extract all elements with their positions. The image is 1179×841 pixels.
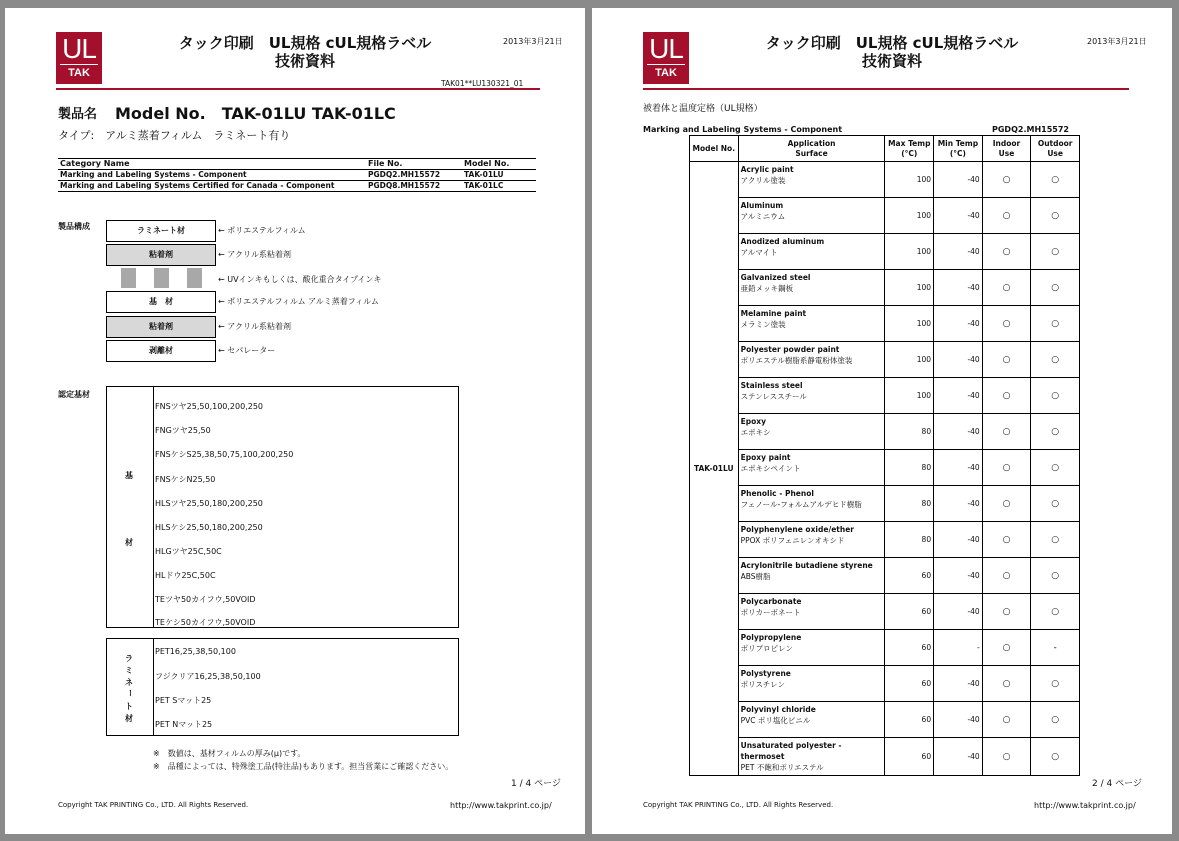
application-surface-cell xyxy=(738,630,885,666)
surface-japanese: アクリル塗装 xyxy=(740,176,786,185)
model-no-cell: TAK-01LU xyxy=(690,162,739,776)
surface-japanese: フェノール-フォルムアルデヒド樹脂 xyxy=(740,500,862,509)
laminate-material-label xyxy=(107,639,154,735)
min-temp-cell: - xyxy=(934,630,983,666)
indoor-use-cell: ○ xyxy=(982,306,1031,342)
application-surface-cell xyxy=(738,450,885,486)
list-item: HLGツヤ25C,50C xyxy=(155,547,222,556)
page-title: タック印刷 UL規格 cUL規格ラベル xyxy=(178,34,432,52)
max-temp-cell: 80 xyxy=(885,414,934,450)
outdoor-use-cell: ○ xyxy=(1031,702,1080,738)
max-temp-cell: 80 xyxy=(885,450,934,486)
header-indoor-line2: Use xyxy=(998,148,1015,158)
surface-english: Aluminum xyxy=(740,201,784,210)
list-item: TEケシ50カイフウ,50VOID xyxy=(155,618,256,627)
min-temp-cell: -40 xyxy=(934,594,983,630)
table-row xyxy=(690,594,1080,630)
document-page-1 xyxy=(5,8,585,834)
structure-title: 製品構成 xyxy=(58,222,90,231)
outdoor-use-cell: ○ xyxy=(1031,414,1080,450)
max-temp-cell: 100 xyxy=(885,378,934,414)
surface-english: Melamine paint xyxy=(740,309,807,318)
min-temp-cell: -40 xyxy=(934,342,983,378)
min-temp-cell: -40 xyxy=(934,522,983,558)
indoor-use-cell: ○ xyxy=(982,522,1031,558)
outdoor-use-cell: ○ xyxy=(1031,666,1080,702)
surface-english: Polystyrene xyxy=(740,669,791,678)
indoor-use-cell: ○ xyxy=(982,342,1031,378)
application-surface-cell xyxy=(738,198,885,234)
surface-english: Galvanized steel xyxy=(740,273,811,282)
layer-adhesive-top-desc: ← アクリル系粘着剤 xyxy=(218,250,292,259)
surface-japanese: PET 不飽和ポリエステル xyxy=(740,763,824,772)
ul-tak-logo xyxy=(643,32,689,84)
logo-ul-text: UL xyxy=(60,32,98,65)
min-temp-cell: -40 xyxy=(934,378,983,414)
table-row xyxy=(690,702,1080,738)
outdoor-use-cell: ○ xyxy=(1031,450,1080,486)
min-temp-cell: -40 xyxy=(934,450,983,486)
surface-japanese: PPOX ポリフェニレンオキシド xyxy=(740,536,845,545)
file-no-cell: PGDQ8.MH15572 xyxy=(366,181,462,192)
layer-adhesive-top: 粘着剤 xyxy=(106,244,216,266)
laminate-material-box xyxy=(106,638,459,736)
layer-laminate: ラミネート材 xyxy=(106,220,216,242)
table-row xyxy=(690,306,1080,342)
product-model: Model No. TAK-01LU TAK-01LC xyxy=(115,104,396,123)
table-row xyxy=(690,162,1080,198)
outdoor-use-cell: ○ xyxy=(1031,522,1080,558)
list-item: PET16,25,38,50,100 xyxy=(155,647,236,656)
category-name-cell: Marking and Labeling Systems - Component xyxy=(58,170,366,181)
list-item: TEツヤ50カイフウ,50VOID xyxy=(155,595,256,604)
table-row xyxy=(690,630,1080,666)
product-type: タイプ: アルミ蒸着フィルム ラミネート有り xyxy=(58,129,291,142)
surface-english: Polyphenylene oxide/ether xyxy=(740,525,854,534)
max-temp-cell: 60 xyxy=(885,558,934,594)
max-temp-cell: 100 xyxy=(885,198,934,234)
surface-japanese: エポキシペイント xyxy=(740,464,801,473)
max-temp-cell: 60 xyxy=(885,702,934,738)
min-temp-cell: -40 xyxy=(934,306,983,342)
base-material-box xyxy=(106,386,459,628)
header-min-line1: Min Temp xyxy=(937,138,979,148)
surface-japanese: エポキシ xyxy=(740,428,771,437)
layer-release-desc: ← セパレーター xyxy=(218,346,276,355)
table-row xyxy=(690,234,1080,270)
header-min-temp xyxy=(934,136,983,162)
outdoor-use-cell: ○ xyxy=(1031,342,1080,378)
laminate-label-char: ー xyxy=(126,689,135,697)
table-header-row xyxy=(690,136,1080,162)
ink-block xyxy=(121,268,136,288)
indoor-use-cell: ○ xyxy=(982,198,1031,234)
surface-japanese: PVC ポリ塩化ビニル xyxy=(740,716,811,725)
outdoor-use-cell: ○ xyxy=(1031,270,1080,306)
max-temp-cell: 60 xyxy=(885,738,934,776)
header-app-line1: Application xyxy=(787,138,836,148)
application-surface-cell xyxy=(738,342,885,378)
header-indoor-line1: Indoor xyxy=(992,138,1021,148)
min-temp-cell: -40 xyxy=(934,558,983,594)
surface-japanese: ABS樹脂 xyxy=(740,572,771,581)
header-divider xyxy=(56,88,540,90)
max-temp-cell: 80 xyxy=(885,486,934,522)
surface-english: Stainless steel xyxy=(740,381,803,390)
layer-base-desc: ← ポリエステルフィルム アルミ蒸着フィルム xyxy=(218,297,379,306)
surface-temperature-table xyxy=(689,135,1080,776)
table-row xyxy=(690,666,1080,702)
base-label-2: 材 xyxy=(125,538,133,547)
ink-block xyxy=(187,268,202,288)
laminate-label-char: ラ xyxy=(125,654,133,663)
document-date: 2013年3月21日 xyxy=(503,37,563,46)
indoor-use-cell: ○ xyxy=(982,270,1031,306)
indoor-use-cell: ○ xyxy=(982,594,1031,630)
list-item: FNSツヤ25,50,100,200,250 xyxy=(155,402,264,411)
file-number: PGDQ2.MH15572 xyxy=(992,125,1069,134)
page-number: 2 / 4 ページ xyxy=(1092,779,1142,789)
document-date: 2013年3月21日 xyxy=(1087,37,1147,46)
ink-layer-desc: ← UVインキもしくは、酸化重合タイプインキ xyxy=(218,275,382,284)
surface-japanese: ポリスチレン xyxy=(740,680,785,689)
table-body xyxy=(690,162,1080,776)
application-surface-cell xyxy=(738,486,885,522)
indoor-use-cell: ○ xyxy=(982,450,1031,486)
header-model-no: Model No. xyxy=(462,159,536,170)
header-outdoor-line2: Use xyxy=(1047,148,1063,158)
max-temp-cell: 100 xyxy=(885,270,934,306)
list-item: PET Sマット25 xyxy=(155,696,212,705)
surface-english: Anodized aluminum xyxy=(740,237,825,246)
application-surface-cell xyxy=(738,414,885,450)
header-divider xyxy=(643,88,1129,90)
header-outdoor-line1: Outdoor xyxy=(1037,138,1073,148)
ul-tak-logo xyxy=(56,32,102,84)
max-temp-cell: 80 xyxy=(885,522,934,558)
max-temp-cell: 100 xyxy=(885,162,934,198)
indoor-use-cell: ○ xyxy=(982,162,1031,198)
surface-japanese: アルミニウム xyxy=(740,212,786,221)
list-item: FNGツヤ25,50 xyxy=(155,426,211,435)
table-row xyxy=(690,522,1080,558)
min-temp-cell: -40 xyxy=(934,702,983,738)
certified-title: 認定基材 xyxy=(58,390,90,399)
max-temp-cell: 100 xyxy=(885,306,934,342)
outdoor-use-cell: - xyxy=(1031,630,1080,666)
table-row xyxy=(690,450,1080,486)
application-surface-cell xyxy=(738,666,885,702)
header-max-temp xyxy=(885,136,934,162)
model-no-cell: TAK-01LU xyxy=(462,170,536,181)
surface-english: Acrylonitrile butadiene styrene xyxy=(740,561,873,570)
surface-english: Polyester powder paint xyxy=(740,345,840,354)
outdoor-use-cell: ○ xyxy=(1031,162,1080,198)
outdoor-use-cell: ○ xyxy=(1031,738,1080,776)
category-table-header xyxy=(58,159,536,170)
category-name: Marking and Labeling Systems - Component xyxy=(643,125,843,134)
base-label-1: 基 xyxy=(125,471,133,480)
page-number: 1 / 4 ページ xyxy=(511,779,561,789)
min-temp-cell: -40 xyxy=(934,270,983,306)
category-name-cell: Marking and Labeling Systems Certified for Canada - Component xyxy=(58,181,366,192)
list-item: FNSケシS25,38,50,75,100,200,250 xyxy=(155,450,294,459)
note-thickness: ※ 数値は、基材フィルムの厚み(μ)です。 xyxy=(153,749,306,758)
indoor-use-cell: ○ xyxy=(982,558,1031,594)
list-item: HLSツヤ25,50,180,200,250 xyxy=(155,499,263,508)
min-temp-cell: -40 xyxy=(934,486,983,522)
application-surface-cell xyxy=(738,234,885,270)
indoor-use-cell: ○ xyxy=(982,414,1031,450)
application-surface-cell xyxy=(738,162,885,198)
header-model-text: Model No. xyxy=(692,143,736,153)
surface-japanese: アルマイト xyxy=(740,248,778,257)
min-temp-cell: -40 xyxy=(934,162,983,198)
indoor-use-cell: ○ xyxy=(982,486,1031,522)
indoor-use-cell: ○ xyxy=(982,630,1031,666)
header-model-no xyxy=(690,136,739,162)
copyright: Copyright TAK PRINTING Co., LTD. All Rights Reserved. xyxy=(58,801,249,809)
layer-release: 剥離材 xyxy=(106,340,216,362)
table-row xyxy=(690,198,1080,234)
list-item: PET Nマット25 xyxy=(155,720,213,729)
surface-english: Polycarbonate xyxy=(740,597,802,606)
outdoor-use-cell: ○ xyxy=(1031,378,1080,414)
table-row xyxy=(690,486,1080,522)
max-temp-cell: 60 xyxy=(885,594,934,630)
laminate-label-char: ネ xyxy=(125,678,133,687)
document-page-2 xyxy=(592,8,1172,834)
laminate-label-char: 材 xyxy=(125,714,133,723)
application-surface-cell xyxy=(738,378,885,414)
header-max-line2: (°C) xyxy=(901,148,918,158)
layer-base: 基 材 xyxy=(106,291,216,313)
product-label: 製品名 xyxy=(58,107,98,122)
file-no-cell: PGDQ2.MH15572 xyxy=(366,170,462,181)
layer-adhesive-bottom-desc: ← アクリル系粘着剤 xyxy=(218,322,292,331)
header-file-no: File No. xyxy=(366,159,462,170)
surface-english: Phenolic - Phenol xyxy=(740,489,814,498)
list-item: HLSケシ25,50,180,200,250 xyxy=(155,523,263,532)
ink-block xyxy=(154,268,169,288)
logo-tak-text: TAK xyxy=(68,67,90,79)
list-item: FNSケシN25,50 xyxy=(155,475,216,484)
header-min-line2: (°C) xyxy=(949,148,966,158)
layer-laminate-desc: ← ポリエステルフィルム xyxy=(218,226,306,235)
copyright: Copyright TAK PRINTING Co., LTD. All Rights Reserved. xyxy=(643,801,834,809)
surface-english: Unsaturated polyester - thermoset xyxy=(740,741,842,761)
header-app-line2: Surface xyxy=(795,148,828,158)
page-subtitle: 技術資料 xyxy=(861,52,922,70)
header-outdoor xyxy=(1031,136,1080,162)
model-no-cell: TAK-01LC xyxy=(462,181,536,192)
indoor-use-cell: ○ xyxy=(982,234,1031,270)
surface-japanese: ポリプロピレン xyxy=(740,644,793,653)
logo-tak-text: TAK xyxy=(655,67,677,79)
table-row xyxy=(58,181,536,192)
category-table xyxy=(58,158,536,192)
outdoor-use-cell: ○ xyxy=(1031,234,1080,270)
surface-japanese: ポリカーボネート xyxy=(740,608,801,617)
header-application xyxy=(738,136,885,162)
outdoor-use-cell: ○ xyxy=(1031,486,1080,522)
note-special: ※ 品種によっては、特殊塗工品(特注品)もあります。担当営業にご確認ください。 xyxy=(153,762,454,771)
application-surface-cell xyxy=(738,522,885,558)
surface-japanese: ポリエステル樹脂系静電粉体塗装 xyxy=(740,356,853,365)
surface-english: Epoxy paint xyxy=(740,453,791,462)
min-temp-cell: -40 xyxy=(934,414,983,450)
section-title: 被着体と温度定格（UL規格） xyxy=(643,104,763,114)
page-title: タック印刷 UL規格 cUL規格ラベル xyxy=(765,34,1019,52)
application-surface-cell xyxy=(738,270,885,306)
max-temp-cell: 60 xyxy=(885,630,934,666)
min-temp-cell: -40 xyxy=(934,234,983,270)
application-surface-cell xyxy=(738,306,885,342)
table-row xyxy=(690,270,1080,306)
table-row xyxy=(690,558,1080,594)
application-surface-cell xyxy=(738,702,885,738)
outdoor-use-cell: ○ xyxy=(1031,558,1080,594)
table-row xyxy=(58,170,536,181)
application-surface-cell xyxy=(738,594,885,630)
surface-japanese: ステンレススチール xyxy=(740,392,807,401)
min-temp-cell: -40 xyxy=(934,738,983,776)
logo-ul-text: UL xyxy=(647,32,685,65)
website-link[interactable]: http://www.takprint.co.jp/ xyxy=(1034,801,1136,810)
surface-english: Polyvinyl chloride xyxy=(740,705,816,714)
header-indoor xyxy=(982,136,1031,162)
header-max-line1: Max Temp xyxy=(888,138,931,148)
page-subtitle: 技術資料 xyxy=(274,52,335,70)
laminate-label-char: ミ xyxy=(125,666,133,675)
outdoor-use-cell: ○ xyxy=(1031,594,1080,630)
outdoor-use-cell: ○ xyxy=(1031,198,1080,234)
surface-english: Acrylic paint xyxy=(740,165,794,174)
max-temp-cell: 60 xyxy=(885,666,934,702)
surface-japanese: メラミン塗装 xyxy=(740,320,786,329)
indoor-use-cell: ○ xyxy=(982,702,1031,738)
header-category-name: Category Name xyxy=(58,159,366,170)
document-code: TAK01**LU130321_01 xyxy=(441,79,524,88)
table-row xyxy=(690,414,1080,450)
table-row xyxy=(690,378,1080,414)
max-temp-cell: 100 xyxy=(885,234,934,270)
surface-japanese: 亜鉛メッキ鋼板 xyxy=(740,284,794,293)
surface-english: Epoxy xyxy=(740,417,766,426)
base-material-label xyxy=(107,387,154,627)
table-row xyxy=(690,342,1080,378)
application-surface-cell xyxy=(738,558,885,594)
layer-adhesive-bottom: 粘着剤 xyxy=(106,316,216,338)
laminate-label-char: ト xyxy=(125,702,133,711)
min-temp-cell: -40 xyxy=(934,198,983,234)
indoor-use-cell: ○ xyxy=(982,666,1031,702)
list-item: フジクリア16,25,38,50,100 xyxy=(155,672,261,681)
min-temp-cell: -40 xyxy=(934,666,983,702)
outdoor-use-cell: ○ xyxy=(1031,306,1080,342)
indoor-use-cell: ○ xyxy=(982,378,1031,414)
surface-english: Polypropylene xyxy=(740,633,802,642)
max-temp-cell: 100 xyxy=(885,342,934,378)
table-row xyxy=(690,738,1080,776)
list-item: HLドウ25C,50C xyxy=(155,571,216,580)
application-surface-cell xyxy=(738,738,885,776)
website-link[interactable]: http://www.takprint.co.jp/ xyxy=(450,801,552,810)
indoor-use-cell: ○ xyxy=(982,738,1031,776)
